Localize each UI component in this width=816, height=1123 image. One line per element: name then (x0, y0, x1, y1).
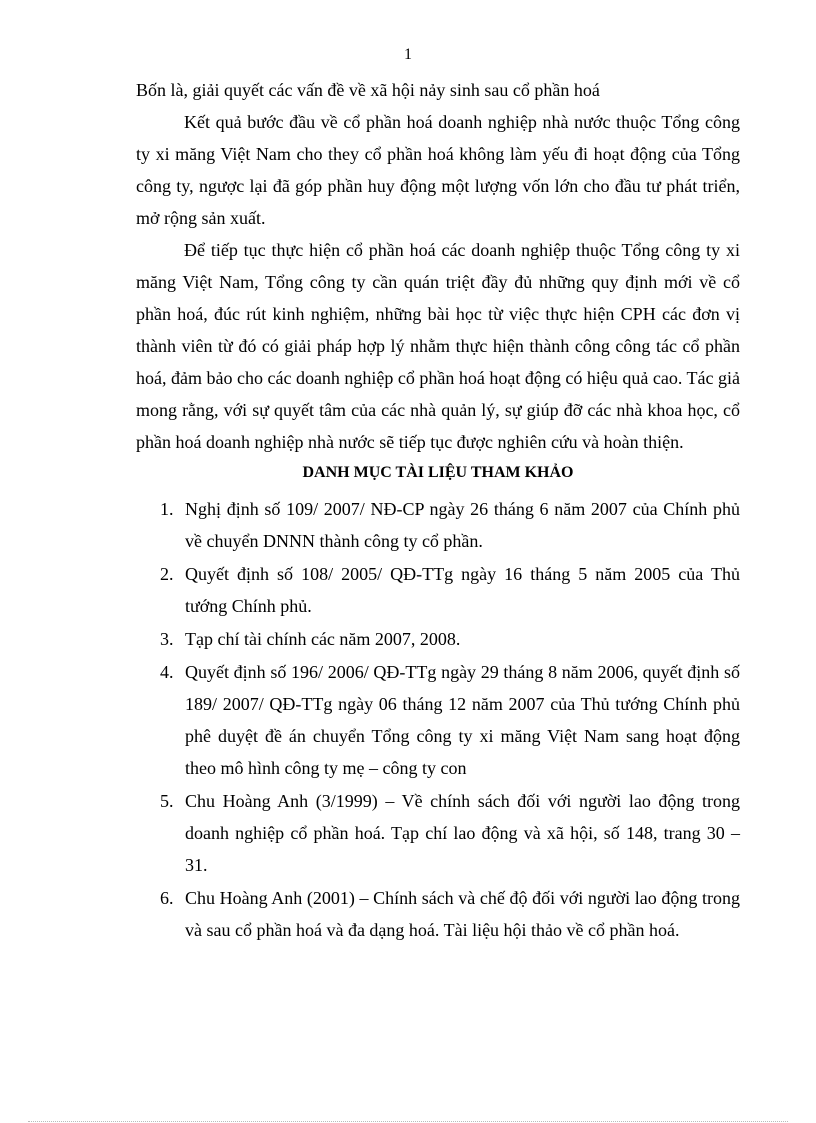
reference-text: Quyết định số 108/ 2005/ QĐ-TTg ngày 16 tháng 5 năm 2005 của Thủ tướng Chính phủ. (185, 564, 740, 616)
reference-number: 4. (160, 662, 174, 682)
reference-number: 1. (160, 499, 174, 519)
reference-item (136, 656, 740, 784)
paragraph-continuation: Để tiếp tục thực hiện cổ phần hoá các doanh nghiệp thuộc Tổng công ty xi măng Việt Nam, Tổng công ty cần quán triệt đầy đủ những quy định mới về cổ phần hoá, đúc rút kinh nghiệm, những bài học từ việc thực hiện CPH các đơn vị thành viên từ đó có giải pháp hợp lý nhằm thực hiện thành công công tác cổ phần hoá, đảm bảo cho các doanh nghiệp cổ phần hoá hoạt động có hiệu quả cao. Tác giả mong rằng, với sự quyết tâm của các nhà quản lý, sự giúp đỡ các nhà khoa học, cổ phần hoá doanh nghiệp nhà nước sẽ tiếp tục được nghiên cứu và hoàn thiện. (136, 240, 740, 452)
reference-item (136, 493, 740, 557)
page-bottom-divider (28, 1121, 788, 1122)
reference-item (136, 785, 740, 881)
reference-number: 3. (160, 629, 174, 649)
paragraph-results: Kết quả bước đầu về cổ phần hoá doanh nghiệp nhà nước thuộc Tổng công ty xi măng Việt Nam cho they cổ phần hoá không làm yếu đi hoạt động của Tổng công ty, ngược lại đã góp phần huy động một lượng vốn lớn cho đầu tư phát triển, mở rộng sản xuất. (136, 112, 740, 228)
reference-text: Tạp chí tài chính các năm 2007, 2008. (185, 629, 461, 649)
reference-number: 6. (160, 888, 174, 908)
page-number: 1 (404, 46, 412, 63)
reference-text: Quyết định số 196/ 2006/ QĐ-TTg ngày 29 tháng 8 năm 2006, quyết định số 189/ 2007/ QĐ-TTg ngày 06 tháng 12 năm 2007 của Thủ tướng Chính phủ phê duyệt đề án chuyển Tổng công ty xi măng Việt Nam sang hoạt động theo mô hình công ty mẹ – công ty con (185, 662, 740, 778)
reference-text: Nghị định số 109/ 2007/ NĐ-CP ngày 26 tháng 6 năm 2007 của Chính phủ về chuyển DNNN thành công ty cổ phần. (185, 499, 740, 551)
reference-item (136, 882, 740, 946)
document-body (136, 74, 740, 947)
reference-number: 5. (160, 791, 174, 811)
reference-text: Chu Hoàng Anh (3/1999) – Về chính sách đối với người lao động trong doanh nghiệp cổ phần hoá. Tạp chí lao động và xã hội, số 148, trang 30 – 31. (185, 791, 740, 875)
references-list (136, 493, 740, 946)
references-heading: DANH MỤC TÀI LIỆU THAM KHẢO (302, 464, 574, 481)
reference-text: Chu Hoàng Anh (2001) – Chính sách và chế độ đối với người lao động trong và sau cổ phần hoá và đa dạng hoá. Tài liệu hội thảo về cổ phần hoá. (185, 888, 740, 940)
reference-item (136, 623, 740, 655)
reference-item (136, 558, 740, 622)
paragraph-intro: Bốn là, giải quyết các vấn đề về xã hội nảy sinh sau cổ phần hoá (136, 80, 600, 100)
reference-number: 2. (160, 564, 174, 584)
